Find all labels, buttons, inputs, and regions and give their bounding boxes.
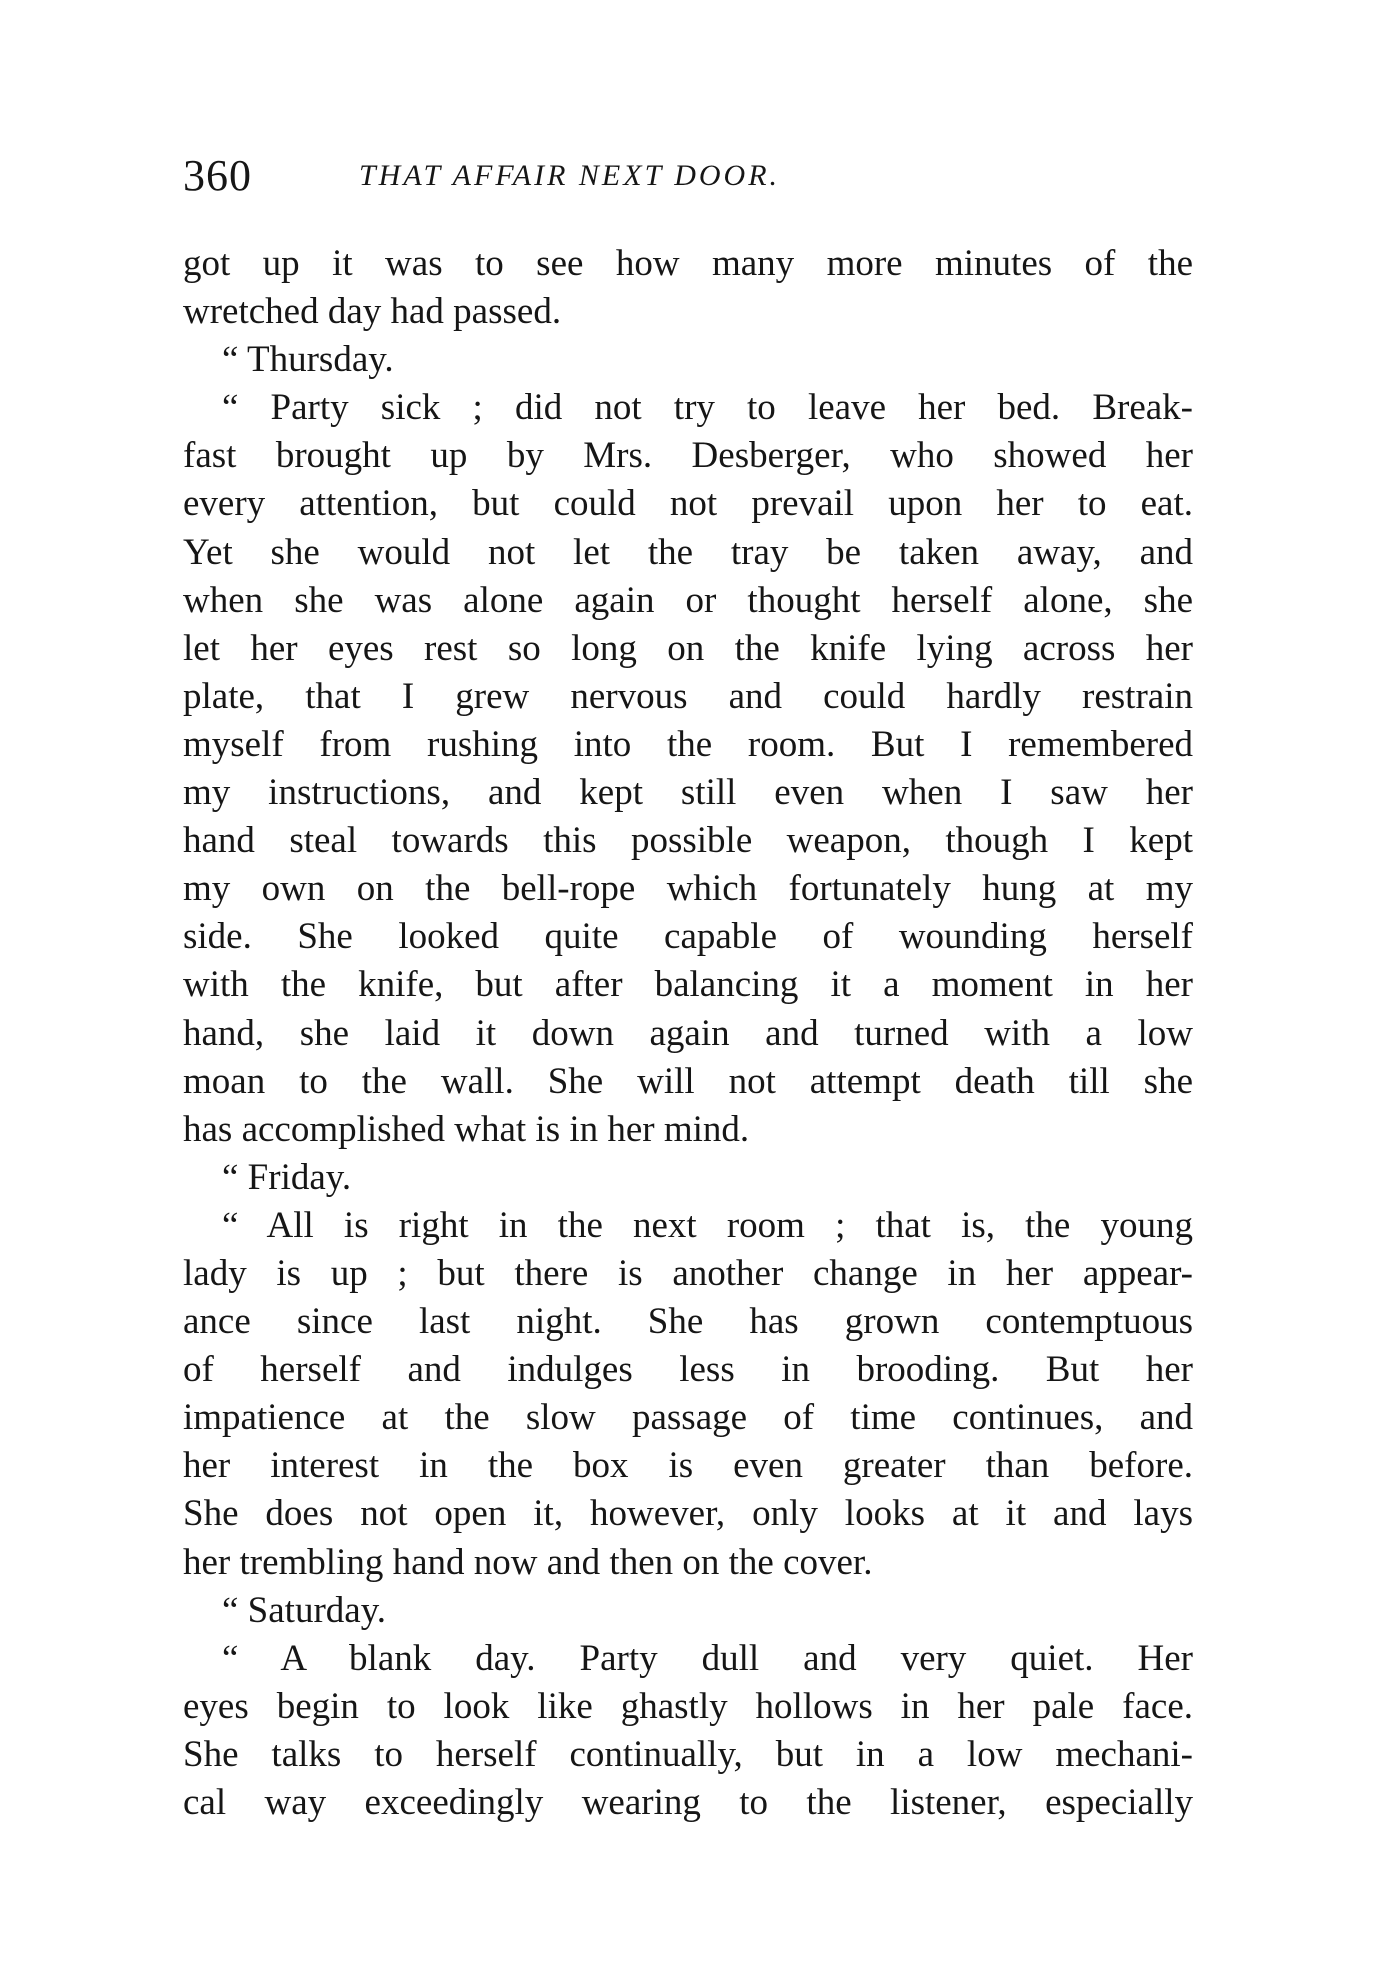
text-line: She talks to herself continually, but in a low mechani- (183, 1733, 1193, 1775)
text-line: her interest in the box is even greater than before. (183, 1445, 1193, 1487)
text-line: eyes begin to look like ghastly hollows in her pale face. (183, 1685, 1193, 1727)
text-line: impatience at the slow passage of time continues, and (183, 1397, 1193, 1439)
text-line: “ Saturday. (222, 1589, 387, 1631)
text-line: with the knife, but after balancing it a moment in her (183, 964, 1193, 1006)
text-line: moan to the wall. She will not attempt death till she (183, 1060, 1193, 1102)
text-line: got up it was to see how many more minutes of the (183, 243, 1193, 284)
text-line: hand, she laid it down again and turned with a low (183, 1012, 1193, 1054)
text-line: wretched day had passed. (183, 291, 562, 333)
text-line: hand steal towards this possible weapon, though I kept (183, 820, 1193, 862)
running-head (183, 148, 1193, 204)
text-line: my instructions, and kept still even when I saw her (183, 772, 1193, 814)
text-line: myself from rushing into the room. But I remembered (183, 723, 1193, 765)
text-line: every attention, but could not prevail upon her to eat. (183, 483, 1193, 525)
text-line: plate, that I grew nervous and could hardly restrain (183, 675, 1193, 717)
text-line: fast brought up by Mrs. Desberger, who showed her (183, 435, 1193, 477)
text-line: “ Thursday. (222, 339, 394, 381)
text-line: “ Friday. (222, 1156, 352, 1198)
text-line: ance since last night. She has grown contemptuous (183, 1301, 1193, 1343)
text-line: has accomplished what is in her mind. (183, 1108, 750, 1150)
text-line: my own on the bell-rope which fortunately hung at my (183, 868, 1193, 910)
text-line: “ A blank day. Party dull and very quiet. Her (222, 1637, 1193, 1679)
text-line: lady is up ; but there is another change in her appear- (183, 1252, 1193, 1294)
text-line: “ Party sick ; did not try to leave her bed. Break- (222, 387, 1193, 429)
text-line: let her eyes rest so long on the knife lying across her (183, 627, 1193, 669)
text-line: of herself and indulges less in brooding. But her (183, 1349, 1193, 1391)
text-line: side. She looked quite capable of wounding herself (183, 916, 1193, 958)
text-line: cal way exceedingly wearing to the listener, especially (183, 1782, 1193, 1823)
text-line: her trembling hand now and then on the cover. (183, 1541, 873, 1583)
page-number: 360 (183, 151, 252, 200)
running-title: THAT AFFAIR NEXT DOOR. (359, 159, 781, 192)
text-line: when she was alone again or thought herself alone, she (183, 579, 1193, 621)
text-line: She does not open it, however, only looks at it and lays (183, 1493, 1193, 1535)
body-text (183, 240, 1193, 1827)
text-line: “ All is right in the next room ; that is, the young (222, 1204, 1193, 1246)
text-line: Yet she would not let the tray be taken away, and (183, 531, 1193, 573)
